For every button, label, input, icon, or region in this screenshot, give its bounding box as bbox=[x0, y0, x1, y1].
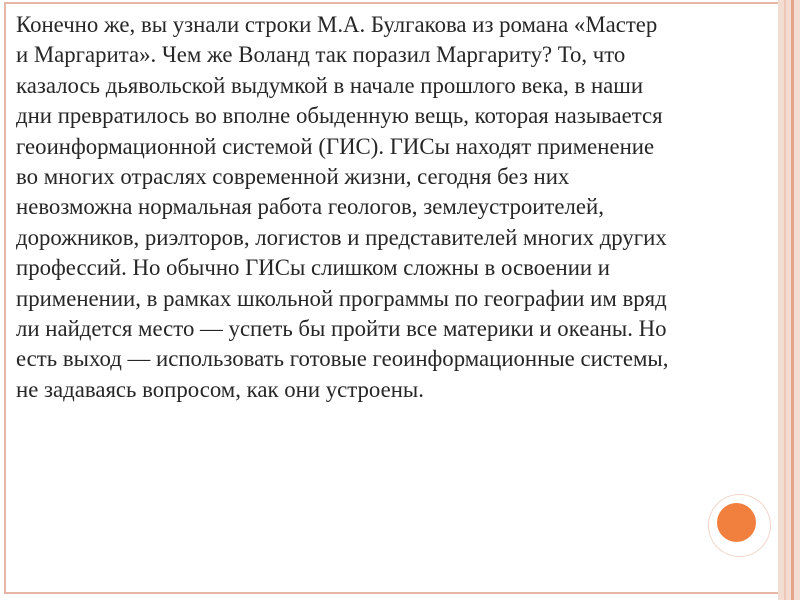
body-text bbox=[16, 10, 786, 405]
text-line: во многих отраслях современной жизни, сегодня без них bbox=[16, 164, 570, 190]
text-line: применении, в рамках школьной программы по географии им вряд bbox=[16, 285, 667, 311]
text-line: не задаваясь вопросом, как они устроены. bbox=[16, 376, 424, 402]
text-line: ли найдется место — успеть бы пройти все материки и океаны. Но bbox=[16, 316, 667, 342]
text-line: невозможна нормальная работа геологов, землеустроителей, bbox=[16, 194, 604, 220]
text-line: дорожников, риэлторов, логистов и представителей многих других bbox=[16, 224, 667, 250]
text-line: Конечно же, вы узнали строки М.А. Булгакова из романа «Мастер bbox=[16, 12, 658, 37]
text-line: казалось дьявольской выдумкой в начале прошлого века, в наши bbox=[16, 72, 644, 98]
text-line: и Маргарита». Чем же Воланд так поразил Маргариту? То, что bbox=[16, 42, 626, 68]
text-line: дни превратилось во вполне обыденную вещь, которая называется bbox=[16, 103, 663, 129]
text-line: есть выход — использовать готовые геоинформационные системы, bbox=[16, 346, 669, 372]
orange-dot-icon bbox=[717, 503, 756, 542]
text-line: геоинформационной системой (ГИС). ГИСы находят применение bbox=[16, 133, 655, 159]
text-line: профессий. Но обычно ГИСы слишком сложны в освоении и bbox=[16, 255, 610, 281]
right-decorative-line bbox=[791, 0, 794, 600]
